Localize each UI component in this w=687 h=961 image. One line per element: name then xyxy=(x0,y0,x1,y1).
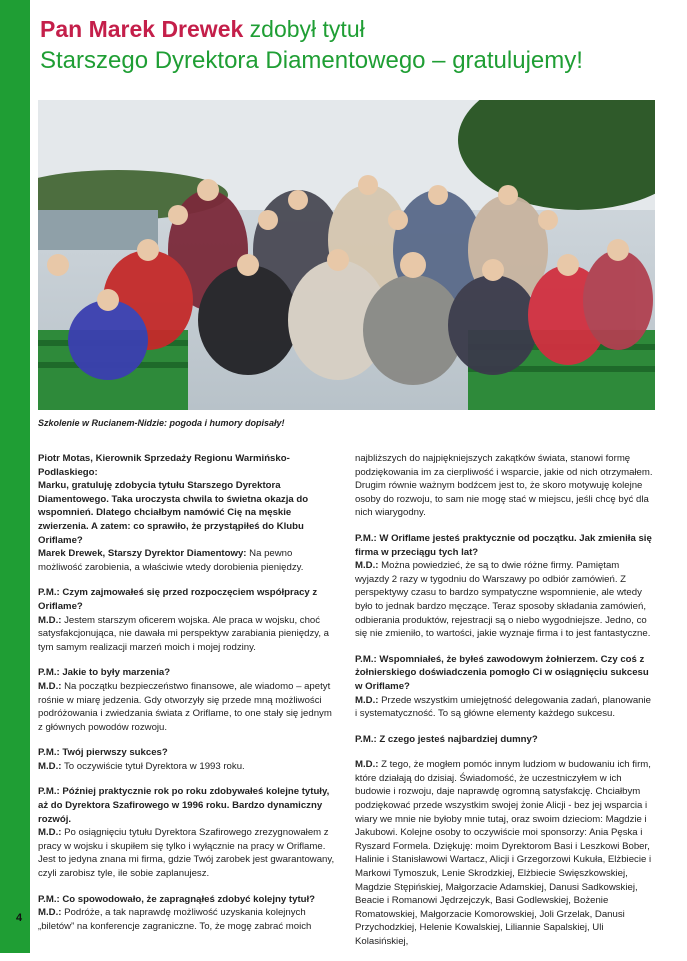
answer-label: M.D.: xyxy=(38,907,62,919)
answer-5-continued: najbliższych do najpiękniejszych zakątków świata, stanowi formę podziękowania im za cierpliwość i wsparcie, jakie od nich otrzymałem. Drugim równie ważnym bodźcem jest to, że skoro motywuję kolejne osoby do rozwoju, to sam nie mogę stać w miejscu, jeśli chcę być dla nich wiarygodny. xyxy=(355,453,653,519)
green-side-bar xyxy=(0,0,30,953)
question-4: P.M.: Później praktycznie rok po roku zdobywałeś kolejne tytuły, aż do Dyrektora Szafirowego w 1996 roku. Bardzo dynamiczny rozwój. xyxy=(38,786,330,825)
intro-answer-author: Marek Drewek, Starszy Dyrektor Diamentowy: xyxy=(38,548,247,560)
question-7: P.M.: Wspomniałeś, że byłeś zawodowym żołnierzem. Czy coś z żołnierskiego doświadczenia pomogło Ci w osiągnięciu sukcesu w Oriflame? xyxy=(355,653,649,692)
headline-rest: zdobył tytuł xyxy=(249,16,365,42)
question-1: P.M.: Czym zajmowałeś się przed rozpoczęciem współpracy z Oriflame? xyxy=(38,587,318,612)
answer-label: M.D.: xyxy=(38,760,62,772)
intro-question-author: Piotr Motas, Kierownik Sprzedaży Regionu Warmińsko-Podlaskiego: xyxy=(38,453,290,478)
question-3: P.M.: Twój pierwszy sukces? xyxy=(38,747,168,759)
headline-line-2: Starszego Dyrektora Diamentowego – gratulujemy! xyxy=(40,47,583,74)
answer-1: Jestem starszym oficerem wojska. Ale praca w wojsku, choć satysfakcjonująca, nie dawała mi perspektyw zarabiania pieniędzy, a tym samym realizacji marzeń moich i mojej rodziny. xyxy=(38,614,329,653)
answer-label: M.D.: xyxy=(38,614,62,626)
photo-caption: Szkolenie w Rucianem-Nidzie: pogoda i humory dopisały! xyxy=(38,418,285,428)
answer-8: Z tego, że mogłem pomóc innym ludziom w budowaniu ich firm, które działają do dzisiaj. Świadomość, że uczestniczyłem w ich budowie i rozwoju, daje naprawdę ogromną satysfakcję. Chciałbym podziękować przede wszystkim swojej żonie Alicji - bez jej wsparcia i wiary we mnie nie byłoby mnie tutaj, oraz swoim dzieciom: Magdzie i Jakubowi. Kolejne osoby to oczywiście moi sponsorzy: Ania Pęska i Ryszard Formela. Dziękuję: moim Dyrektorom Basi i Leszkowi Bober, Halinie i Stanisławowi Wartacz, Alicji i Grzegorzowi Kukuła, Elżbiecie i Markowi Tymoszuk, Lenie Skrodzkiej, Elżbiecie Swięszkowskiej, Magdzie Stępińskiej, Małgorzacie Adamskiej, Danusi Sadkowskiej, Beacie i Romanowi Jędrzejczyk, Basi Godlewskiej, Bożenie Romatowskiej, Małgorzacie Komorowskiej, Joli Grzelak, Danusi Przychodzkiej, Helenie Kowalskiej, Liliannie Sapalskiej, Uli Kolasińskiej, xyxy=(355,759,652,947)
answer-4: Po osiągnięciu tytułu Dyrektora Szafirowego zrezygnowałem z pracy w wojsku i skupiłem się tylko i wyłącznie na pracy w Oriflame. Jest to jedyna znana mi firma, gdzie Twój zarobek jest gwarantowany, czyli zarobisz tyle, ile sobie zaplanujesz. xyxy=(38,827,335,880)
question-5: P.M.: Co spowodowało, że zapragnąłeś zdobyć kolejny tytuł? xyxy=(38,893,316,905)
answer-2: Na początku bezpieczeństwo finansowe, ale wiadomo – apetyt rośnie w miarę jedzenia. Gdy otworzyły się przede mną możliwości podróżowania i zwiedzania świata z Oriflame, to one stały się jednym z głównych powodów rozwoju. xyxy=(38,680,332,733)
answer-7: Przede wszystkim umiejętność delegowania zadań, planowanie i systematyczność. To są główne elementy każdego sukcesu. xyxy=(355,694,651,720)
left-column xyxy=(38,452,338,945)
answer-label: M.D.: xyxy=(355,560,379,572)
answer-label: M.D.: xyxy=(38,827,62,839)
right-column xyxy=(355,452,655,961)
answer-5: Podróże, a tak naprawdę możliwość uzyskania kolejnych „biletów” na konferencje zagraniczne. To, że mogę zabrać moich xyxy=(38,907,312,932)
answer-6: Można powiedzieć, że są to dwie różne firmy. Pamiętam wyjazdy 2 razy w tygodniu do Warszawy po odbiór zamówień. Z perspektywy czasu to bardzo sympatyczne wspomnienie, ale wtedy było to jednak bardzo męczące. Teraz sposoby składania zamówień, odbierania produktów, rejestracji są o niebo wygodniejsze. Jedno, co się nie zmieniło, to wartości, jakie wyznaje firma i to jest fantastyczne. xyxy=(355,560,651,640)
answer-label: M.D.: xyxy=(355,759,379,771)
intro-question: Marku, gratuluję zdobycia tytułu Starszego Dyrektora Diamentowego. Taka uroczysta chwila to świetna okazja do wspomnień. Dlatego chciałbym namówić Cię na męskie zwierzenia. A zatem: co sprawiło, że przystąpiłeś do Klubu Oriflame? xyxy=(38,480,309,546)
question-6: P.M.: W Oriflame jesteś praktycznie od początku. Jak zmieniła się firma w przeciągu tych lat? xyxy=(355,532,652,558)
group-photo xyxy=(38,100,655,410)
question-2: P.M.: Jakie to były marzenia? xyxy=(38,667,171,679)
answer-3: To oczywiście tytuł Dyrektora w 1993 roku. xyxy=(61,760,245,772)
answer-label: M.D.: xyxy=(38,680,62,692)
page-number: 4 xyxy=(16,912,23,924)
headline-name: Pan Marek Drewek xyxy=(40,16,244,42)
question-8: P.M.: Z czego jesteś najbardziej dumny? xyxy=(355,733,538,745)
headline-line-1 xyxy=(40,16,365,43)
intro-answer: Na pewno możliwość zarobienia, a właściwie wtedy dorobienia pieniędzy. xyxy=(38,548,304,573)
answer-label: M.D.: xyxy=(355,694,379,706)
